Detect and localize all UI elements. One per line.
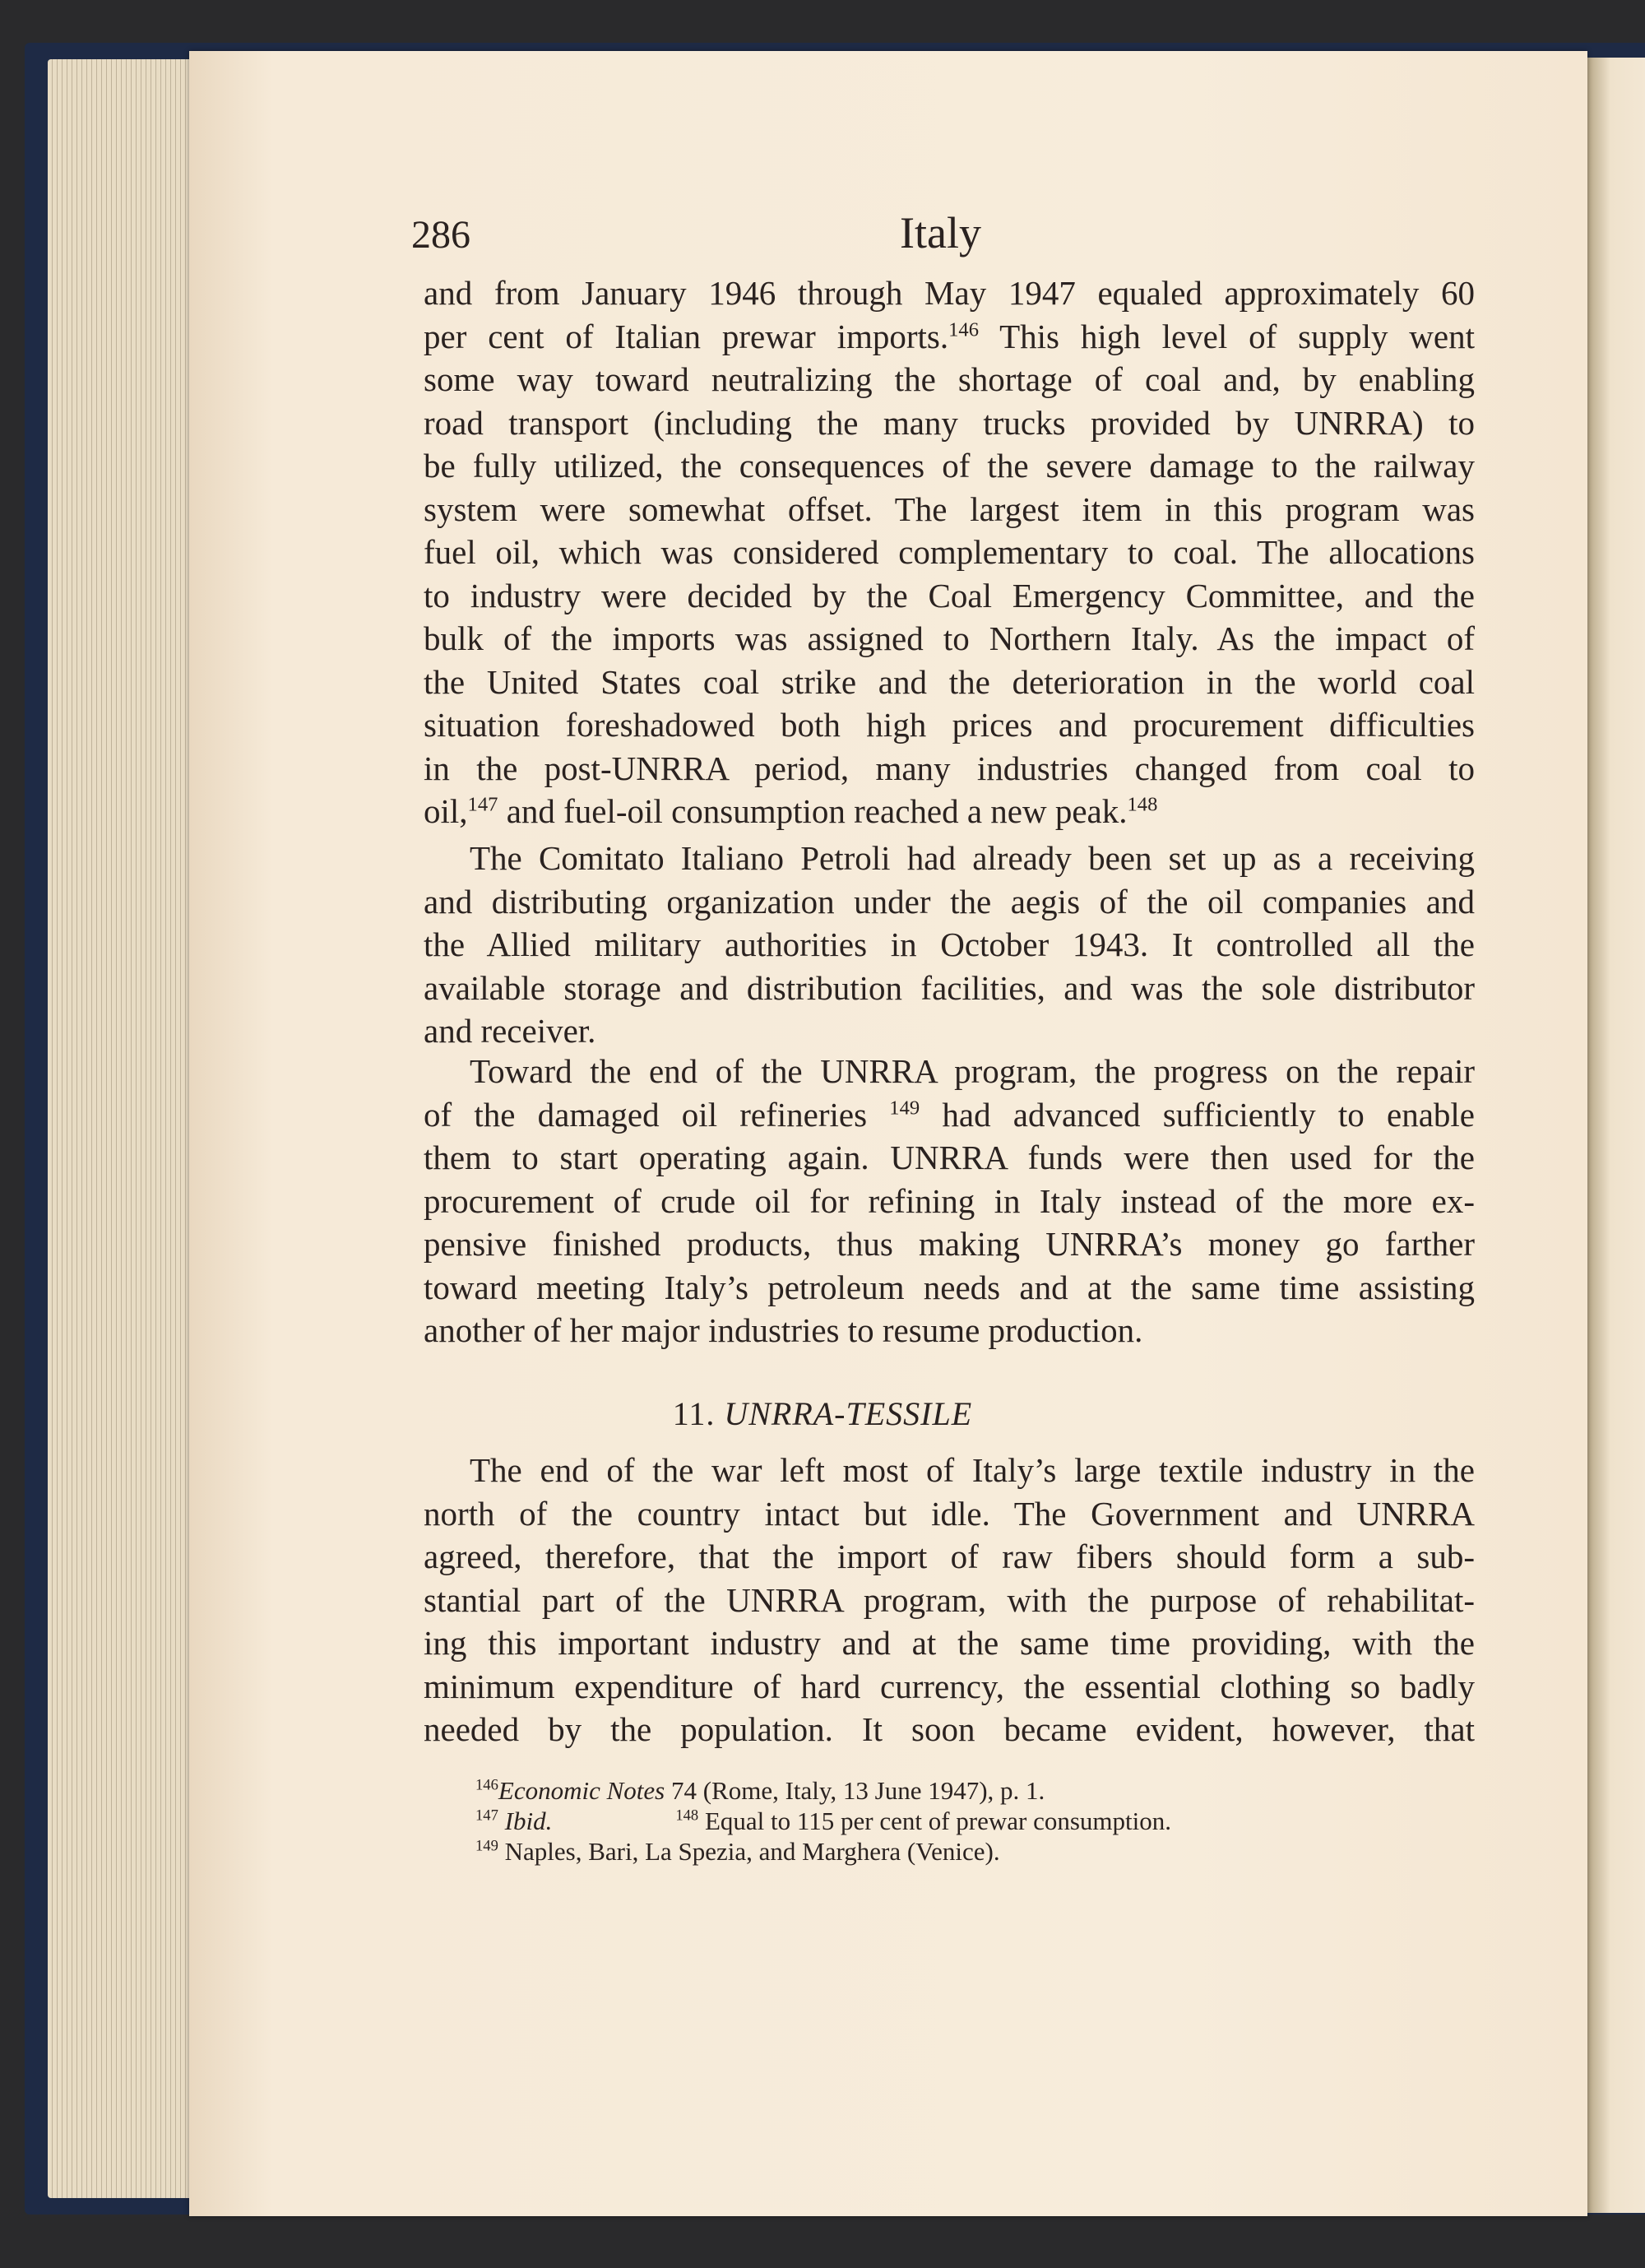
text-line: pensive finished products, thus making UNRRA’s money go farther xyxy=(424,1225,1475,1263)
page-number: 286 xyxy=(411,213,470,257)
footnotes xyxy=(475,1775,1504,1867)
running-head: Italy xyxy=(900,208,981,257)
facing-page xyxy=(1587,58,1645,2213)
text-line: The Comitato Italiano Petroli had already been set up as a receiving xyxy=(470,839,1475,877)
page-edges xyxy=(48,59,204,2198)
footnote-149: $^{149}$ Naples, Bari, La Spezia, and Marghera (Venice). xyxy=(475,1837,1000,1866)
text-line: north of the country intact but idle. The Government and UNRRA xyxy=(424,1494,1475,1533)
text-line: road transport (including the many trucks provided by UNRRA) to xyxy=(424,403,1475,442)
text-line: and from January 1946 through May 1947 equaled approximately 60 xyxy=(424,274,1475,312)
text-line: agreed, therefore, that the import of raw fibers should form a sub- xyxy=(424,1538,1475,1575)
section-heading xyxy=(0,1394,1645,1433)
text-line: them to start operating again. UNRRA funds were then used for the xyxy=(424,1139,1475,1176)
paragraph-4 xyxy=(424,1450,1475,1753)
text-line: the United States coal strike and the deterioration in the world coal xyxy=(424,662,1475,701)
text-line: needed by the population. It soon became evident, however, that xyxy=(424,1710,1475,1748)
text-line: system were somewhat offset. The largest item in this program was xyxy=(424,489,1475,528)
text-line: stantial part of the UNRRA program, with the purpose of rehabilitat- xyxy=(424,1580,1475,1619)
text-line: situation foreshadowed both high prices and procurement difficulties xyxy=(424,706,1475,744)
text-line: oil,$^{147}$ and fuel-oil consumption reached a new peak.$^{148}$ xyxy=(424,792,1158,830)
footnote-ref: 149 xyxy=(889,1096,920,1119)
paragraph-2 xyxy=(424,838,1475,1055)
paragraph-1 xyxy=(424,273,1475,835)
text-line: fuel oil, which was considered complementary to coal. The allocations xyxy=(424,533,1475,571)
text-line: some way toward neutralizing the shortage of coal and, by enabling xyxy=(424,360,1475,398)
text-line: per cent of Italian prewar imports.$^{146}$ This high level of supply went xyxy=(424,317,1476,355)
footnote-146: $^{146}$Economic Notes 74 (Rome, Italy, 13 June 1947), p. 1. xyxy=(475,1776,1045,1805)
text-line: toward meeting Italy’s petroleum needs and at the same time assisting xyxy=(424,1268,1475,1306)
text-line: ing this important industry and at the same time providing, with the xyxy=(424,1624,1475,1662)
text-line: be fully utilized, the consequences of the severe damage to the railway xyxy=(424,447,1475,485)
text-line: the Allied military authorities in October 1943. It controlled all the xyxy=(424,925,1475,963)
footnote-ref: 147 xyxy=(467,793,498,816)
footnote-ref: 148 xyxy=(1127,793,1158,816)
page-header xyxy=(0,208,1645,262)
text-line: procurement of crude oil for refining in Italy instead of the more ex- xyxy=(424,1181,1475,1220)
footnote-147-148: $^{147}$ Ibid. $^{148}$ Equal to 115 per cent of prewar consumption. xyxy=(475,1807,1171,1835)
text-line: to industry were decided by the Coal Emergency Committee, and the xyxy=(424,576,1475,615)
text-line: in the post-UNRRA period, many industries changed from coal to xyxy=(424,749,1475,787)
text-line: and receiver. xyxy=(424,1012,596,1050)
text-line: Toward the end of the UNRRA program, the progress on the repair xyxy=(470,1052,1475,1090)
text-line: of the damaged oil refineries $^{149}$ had advanced sufficiently to enable xyxy=(424,1095,1475,1134)
text-line: another of her major industries to resume production. xyxy=(424,1311,1143,1349)
paragraph-3 xyxy=(424,1051,1475,1354)
text-line: and distributing organization under the aegis of the oil companies and xyxy=(424,882,1475,921)
section-title: UNRRA-TESSILE xyxy=(724,1395,973,1432)
text-line: The end of the war left most of Italy’s large textile industry in the xyxy=(470,1451,1475,1489)
text-line: minimum expenditure of hard currency, the essential clothing so badly xyxy=(424,1667,1475,1705)
text-line: available storage and distribution facilities, and was the sole distributor xyxy=(424,968,1475,1007)
footnote-ref: 146 xyxy=(948,318,979,341)
text-line: bulk of the imports was assigned to Northern Italy. As the impact of xyxy=(424,619,1475,657)
section-number: 11. xyxy=(672,1395,716,1432)
